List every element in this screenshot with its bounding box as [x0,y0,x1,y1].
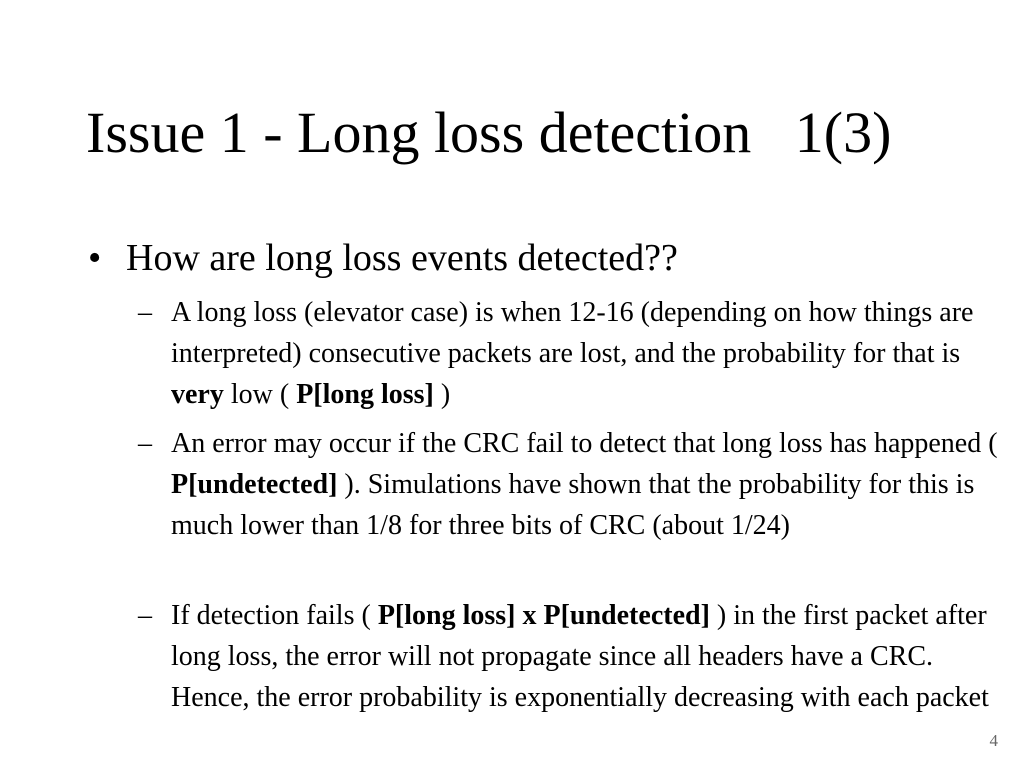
dash-marker: – [138,297,152,328]
emphasis-text: P[long loss] [296,379,434,410]
emphasis-text: P[long loss] x P[undetected] [377,600,710,631]
page-number: 4 [989,731,998,750]
emphasis-text: P[undetected] [171,469,338,500]
sub-bullet-item [138,423,1018,546]
sub-bullet-text: An error may occur if the CRC fail to detect that long loss has happened ( P[undetected] ). Simulations have shown that the probability for this is much lower than 1/8 for three bits of CRC (about 1/24) [171,428,998,541]
bullet-marker: • [88,237,102,279]
bullet-item-level1 [88,233,678,283]
dash-marker: – [138,428,152,459]
emphasis-text: very [171,379,224,410]
bullet-text: How are long loss events detected?? [126,237,678,279]
sub-bullet-item [138,292,1018,415]
sub-bullet-item [138,595,1018,718]
sub-bullet-text: If detection fails ( P[long loss] x P[undetected] ) in the first packet after long loss, the error will not propagate since all headers have a CRC. Hence, the error probability is exponentially decreasing with each packet [171,600,989,713]
dash-marker: – [138,600,152,631]
slide-title: Issue 1 - Long loss detection 1(3) [86,100,892,165]
sub-bullet-text: A long loss (elevator case) is when 12-16 (depending on how things are interpreted) consecutive packets are lost, and the probability for that is very low ( P[long loss] ) [171,297,974,410]
